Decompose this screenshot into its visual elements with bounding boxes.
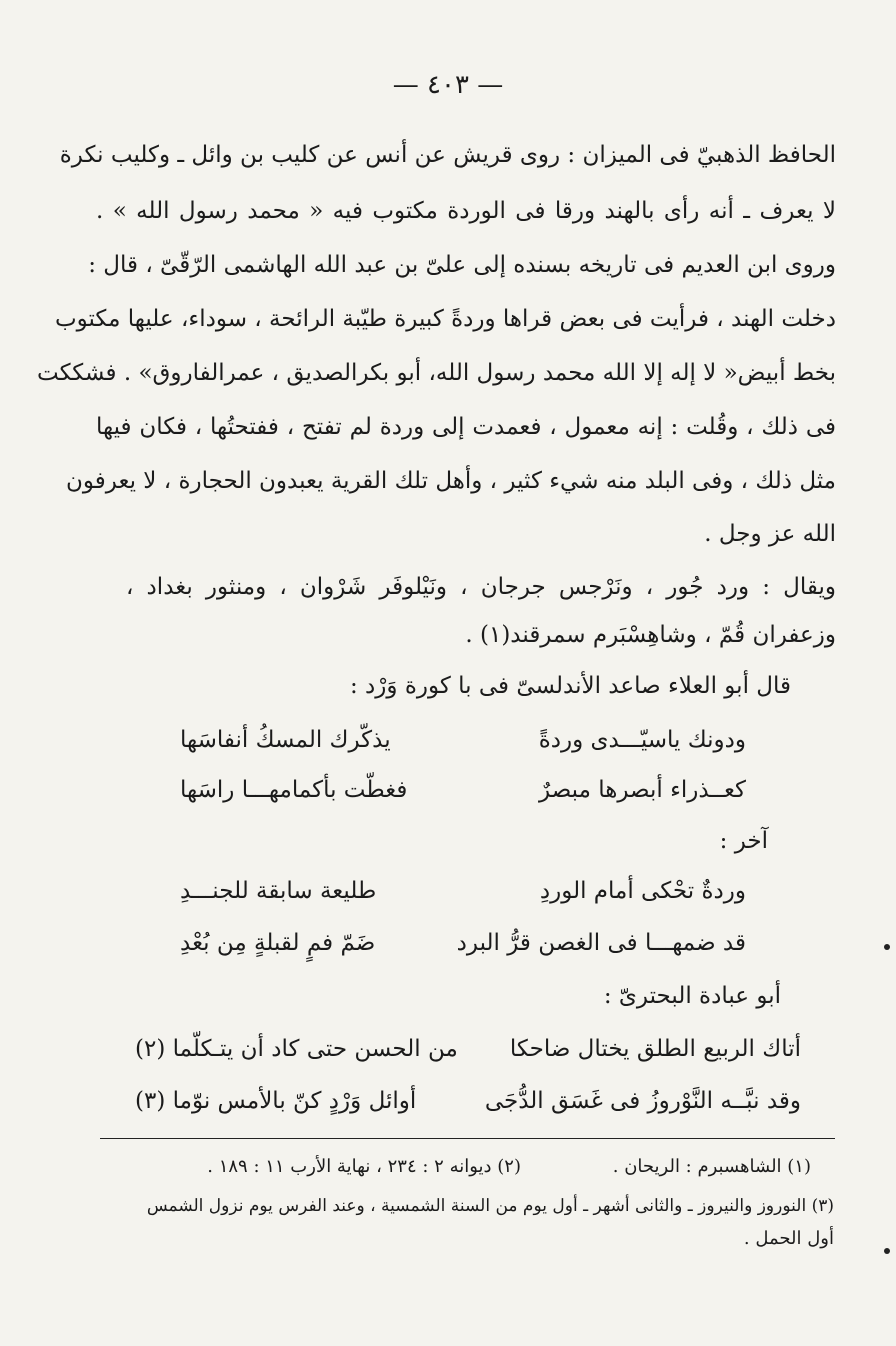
poem2-verse1-left: طليعة سابقة للجنـــدِ <box>180 878 377 904</box>
poem2-verse1-right: وردةٌ تحْكى أمام الوردِ <box>539 878 746 904</box>
body-line-5: بخط أبيض« لا إله إلا الله محمد رسول الله، أبو بكرالصديق ، عمرالفاروق» . فشككت <box>37 360 836 386</box>
label-akhar: آخر : <box>719 828 768 854</box>
poem3-verse1-right: أتاك الربيع الطلق يختال ضاحكا <box>509 1036 801 1062</box>
poem1-verse2-left: فغطّت بأكمامهـــا راسَها <box>180 777 408 803</box>
poem1-verse1-left: يذكّرك المسكُ أنفاسَها <box>180 727 391 753</box>
page-number: — ٤٠٣ — <box>392 70 504 100</box>
poem1-verse2-right: كعــذراء أبصرها مبصرٌ <box>539 777 746 803</box>
label-buhturi: أبو عبادة البحترىّ : <box>603 983 781 1009</box>
body-line-7: مثل ذلك ، وفى البلد منه شيء كثير ، وأهل تلك القرية يعبدون الحجارة ، لا يعرفون <box>66 468 836 494</box>
body-line-8: الله عز وجل . <box>704 521 836 547</box>
poem3-verse2-right: وقد نبَّــه النَّوْروزُ فى غَسَق الدُّجَى <box>484 1088 801 1114</box>
poem2-verse2-right: قد ضمهـــا فى الغصن قرُّ البرد <box>456 930 746 956</box>
poem1-verse1-right: ودونك ياسيّـــدى وردةً <box>538 727 746 753</box>
footnote-3-line2: أول الحمل . <box>743 1228 834 1249</box>
body-line-3: وروى ابن العديم فى تاريخه بسنده إلى علىّ بن عبد الله الهاشمى الرّقّىّ ، قال : <box>88 252 836 278</box>
poem2-verse2-left: ضَمّ فمٍ لقبلةٍ مِن بُعْدِ <box>180 930 376 956</box>
poem3-verse2-left: أوائل وَرْدٍ كنّ بالأمس نوّما (٣) <box>135 1088 417 1114</box>
body-line-11: قال أبو العلاء صاعد الأندلسىّ فى با كورة وَرْد : <box>350 673 791 699</box>
poem3-verse1-left: من الحسن حتى كاد أن يتـكلّما (٢) <box>135 1036 458 1062</box>
footnote-divider <box>100 1138 835 1139</box>
body-line-1: الحافظ الذهبيّ فى الميزان : روى قريش عن أنس عن كليب بن وائل ـ وكليب نكرة <box>59 142 836 168</box>
body-line-9: ويقال : ورد جُور ، ونَرْجس جرجان ، ونَيْلوفَر شَرْوان ، ومنثور بغداد ، <box>126 574 836 600</box>
footnote-2: (٢) ديوانه ٢ : ٢٣٤ ، نهاية الأرب ١١ : ١٨٩ . <box>207 1156 521 1177</box>
scan-speck <box>884 944 890 950</box>
body-line-6: فى ذلك ، وقُلت : إنه معمول ، فعمدت إلى وردة لم تفتح ، ففتحتُها ، فكان فيها <box>96 414 836 440</box>
footnote-1: (١) الشاهسبرم : الريحان . <box>612 1156 811 1177</box>
scan-speck <box>884 1248 890 1254</box>
body-line-2: لا يعرف ـ أنه رأى بالهند ورقا فى الوردة مكتوب فيه « محمد رسول الله » . <box>96 198 836 224</box>
footnote-3-line1: (٣) النوروز والنيروز ـ والثانى أشهر ـ أول يوم من السنة الشمسية ، وعند الفرس يوم نزول الشمس <box>146 1196 834 1216</box>
body-line-4: دخلت الهند ، فرأيت فى بعض قراها وردةً كبيرة طيّبة الرائحة ، سوداء، عليها مكتوب <box>54 306 836 332</box>
body-line-10: وزعفران قُمّ ، وشاهِسْبَرم سمرقند(١) . <box>465 622 836 648</box>
